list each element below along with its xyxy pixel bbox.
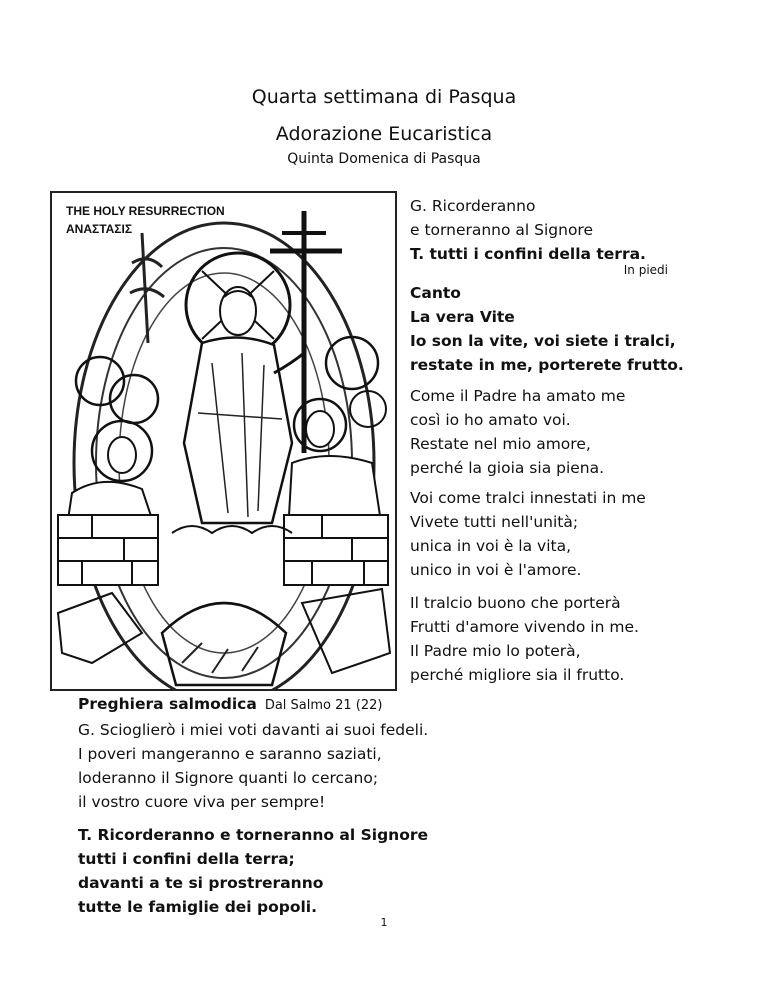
- psalm-response-block: [78, 823, 638, 919]
- psalm-heading: [78, 694, 383, 713]
- page-subtitle: Adorazione Eucaristica: [275, 123, 493, 145]
- stanza-line: Il tralcio buono che porterà: [410, 594, 621, 612]
- psalm-response-line: tutti i confini della terra;: [78, 850, 295, 868]
- page-title: Quarta settimana di Pasqua: [251, 86, 517, 108]
- canto-stanza: [410, 384, 710, 480]
- stanza-line: Restate nel mio amore,: [410, 435, 591, 453]
- psalm-line: loderanno il Signore quanti lo cercano;: [78, 769, 379, 787]
- stanza-line: perché la gioia sia piena.: [410, 459, 605, 477]
- psalm-response-line: tutte le famiglie dei popoli.: [78, 898, 318, 916]
- canto-title: La vera Vite: [410, 308, 515, 326]
- psalm-title: Preghiera salmodica: [78, 695, 257, 713]
- stanza-line: Vivete tutti nell'unità;: [410, 513, 579, 531]
- psalm-source: Dal Salmo 21 (22): [264, 698, 383, 713]
- stanza-line: unica in voi è la vita,: [410, 537, 572, 555]
- stanza-line: Voi come tralci innestati in me: [410, 489, 646, 507]
- page-number: 1: [380, 916, 388, 929]
- canto-label: Canto: [410, 284, 461, 302]
- stanza-line: Frutti d'amore vivendo in me.: [410, 618, 639, 636]
- versicle-block: [410, 194, 710, 266]
- canto-refrain-line: restate in me, porterete frutto.: [410, 356, 684, 374]
- stanza-line: perché migliore sia il frutto.: [410, 666, 625, 684]
- psalm-response-line: T. Ricorderanno e torneranno al Signore: [78, 826, 429, 844]
- resurrection-icon-image: [50, 191, 397, 691]
- stanza-line: così io ho amato voi.: [410, 411, 571, 429]
- psalm-line: G. Scioglierò i miei voti davanti ai suoi fedeli.: [78, 721, 429, 739]
- versicle-response: T. tutti i confini della terra.: [410, 245, 646, 263]
- canto-header: [410, 281, 710, 377]
- canto-stanza: [410, 486, 710, 582]
- psalm-leader-block: [78, 718, 638, 814]
- psalm-response-line: davanti a te si prostreranno: [78, 874, 324, 892]
- stanza-line: Come il Padre ha amato me: [410, 387, 626, 405]
- icon-inscription-2: ΑΝΑΣΤΑΣΙΣ: [66, 222, 133, 236]
- psalm-line: il vostro cuore viva per sempre!: [78, 793, 326, 811]
- rubric-stand: In piedi: [623, 263, 668, 277]
- stanza-line: Il Padre mio lo poterà,: [410, 642, 581, 660]
- occasion-label: Quinta Domenica di Pasqua: [287, 151, 481, 167]
- versicle-line: e torneranno al Signore: [410, 221, 594, 239]
- canto-refrain-line: Io son la vite, voi siete i tralci,: [410, 332, 676, 350]
- versicle-line: G. Ricorderanno: [410, 197, 536, 215]
- canto-stanza: [410, 591, 710, 687]
- icon-inscription-1: THE HOLY RESURRECTION: [66, 204, 225, 218]
- psalm-line: I poveri mangeranno e saranno saziati,: [78, 745, 382, 763]
- stanza-line: unico in voi è l'amore.: [410, 561, 582, 579]
